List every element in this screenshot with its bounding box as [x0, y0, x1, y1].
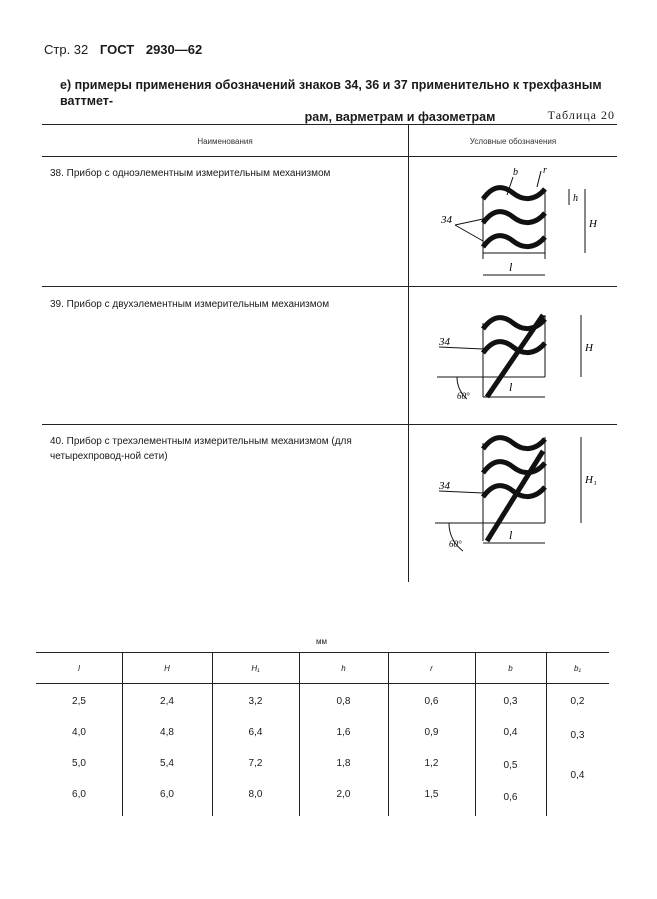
label-H1: H₁ — [585, 474, 597, 486]
dim-header-h: h — [341, 664, 346, 673]
label-34: 34 — [439, 336, 450, 348]
dim-header-H: H — [164, 664, 170, 673]
dim-header-b1: b₁ — [574, 664, 581, 673]
row-38-text: 38. Прибор с одноэлементным измерительным механизмом — [50, 168, 331, 179]
leader-34a — [455, 219, 483, 225]
table-cell: 0,6 — [503, 792, 518, 803]
col-header-name: Наименования — [197, 137, 253, 146]
table-cell: 8,0 — [248, 789, 263, 800]
dim-header-l: l — [78, 664, 80, 673]
section-title-line2: рам, варметрам и фазометрам — [304, 110, 496, 124]
table-label: Таблица 20 — [547, 108, 615, 122]
wave-3 — [483, 236, 545, 247]
row-40-text: 40. Прибор с трехэлементным измерительным механизмом (для четырехпровод-ной сети) — [50, 436, 352, 462]
table-cell: 6,0 — [72, 789, 86, 800]
table-cell: 0,5 — [503, 760, 518, 771]
wave-1 — [483, 188, 545, 199]
table-cell: 1,6 — [336, 727, 351, 738]
table-cell: 2,5 — [72, 696, 86, 707]
table-cell: 6,0 — [160, 789, 174, 800]
table-cell: 2,0 — [336, 789, 351, 800]
table-cell: 0,4 — [503, 727, 518, 738]
figure-39-symbol — [409, 287, 617, 423]
table-cell: 3,2 — [248, 696, 263, 707]
dim-header-r: r — [430, 664, 433, 673]
label-angle: 60° — [449, 539, 462, 549]
table-cell: 0,4 — [570, 770, 585, 781]
label-h: h — [573, 193, 578, 204]
label-r: r — [543, 165, 547, 176]
dim-header-H1: H₁ — [251, 664, 260, 673]
label-angle: 60° — [457, 391, 470, 401]
figure-40-symbol — [409, 425, 617, 583]
label-l: l — [509, 528, 513, 542]
table-cell: 0,6 — [424, 696, 439, 707]
table-cell: 6,4 — [248, 727, 263, 738]
col-header-symbol: Условные обозначения — [469, 137, 557, 146]
table-cell: 1,5 — [424, 789, 439, 800]
wave-2 — [483, 212, 545, 223]
figure-38-symbol — [409, 157, 617, 285]
table-cell: 0,8 — [336, 696, 351, 707]
table-cell: 0,3 — [570, 730, 585, 741]
label-l: l — [509, 260, 513, 274]
page-number: Стр. 32 — [44, 42, 89, 57]
dim-header-b: b — [508, 664, 513, 673]
standard-number: 2930—62 — [145, 42, 203, 57]
section-title-line1: е) примеры применения обозначений знаков 34, 36 и 37 применительно к трехфазным ваттмет- — [60, 78, 602, 108]
page-header — [44, 42, 210, 57]
leader-r — [537, 171, 541, 187]
label-H: H — [585, 342, 593, 354]
table-cell: 2,4 — [160, 696, 174, 707]
leader-34b — [455, 225, 483, 241]
table-cell: 0,2 — [570, 696, 585, 707]
label-34: 34 — [441, 214, 452, 226]
units-label: мм — [316, 637, 327, 646]
table-top-rule — [42, 124, 617, 125]
table-cell: 0,3 — [503, 696, 518, 707]
dimension-table — [36, 652, 609, 816]
row-39-text: 39. Прибор с двухэлементным измерительным механизмом — [50, 299, 330, 310]
table-cell: 4,8 — [160, 727, 174, 738]
label-34: 34 — [439, 480, 450, 492]
table-cell: 4,0 — [72, 727, 86, 738]
label-l: l — [509, 380, 513, 394]
table-cell: 5,0 — [72, 758, 86, 769]
table-cell: 1,8 — [336, 758, 351, 769]
label-H: H — [589, 218, 597, 230]
wave-2 — [483, 342, 545, 353]
table-cell: 5,4 — [160, 758, 174, 769]
table-cell: 0,9 — [424, 727, 439, 738]
section-title — [60, 77, 620, 125]
table-cell: 1,2 — [424, 758, 439, 769]
label-b: b — [513, 167, 518, 178]
standard-label: ГОСТ — [99, 42, 135, 57]
wave-1 — [483, 438, 545, 449]
table-cell: 7,2 — [248, 758, 263, 769]
